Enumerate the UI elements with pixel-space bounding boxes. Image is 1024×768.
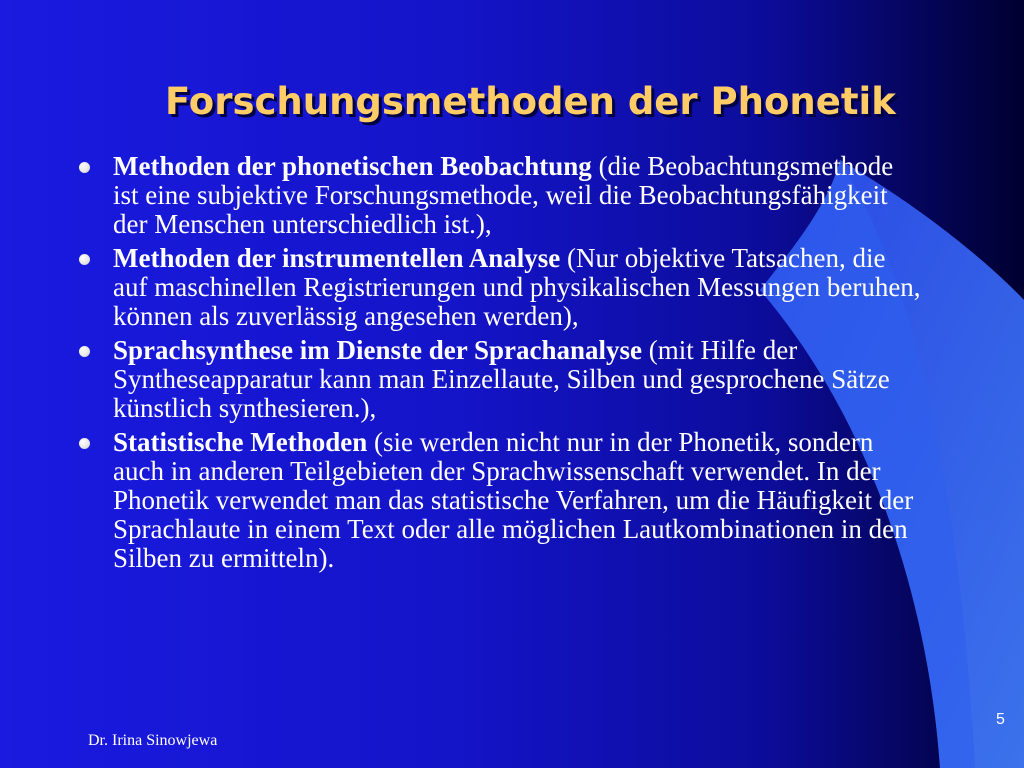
bullet-heading: Sprachsynthese im Dienste der Sprachanalyse [113, 335, 643, 365]
slide-title: Forschungsmethoden der Phonetik [165, 80, 896, 123]
bullet-heading: Methoden der instrumentellen Analyse [113, 243, 561, 273]
bullet-item [75, 244, 925, 331]
page-number: 5 [996, 711, 1005, 728]
bullet-text: (mit Hilfe der Syntheseapparatur kann man Einzellaute, Silben und gesprochene Sätze künstlich synthesieren.), [113, 335, 890, 423]
bullet-heading: Methoden der phonetischen Beobachtung [113, 151, 592, 181]
bullet-item [75, 152, 925, 239]
bullet-dot-icon [79, 162, 90, 173]
bullet-text: (die Beobachtungsmethode ist eine subjektive Forschungsmethode, weil die Beobachtungsfähigkeit der Menschen unterschiedlich ist.), [113, 151, 894, 239]
bullet-dot-icon [79, 346, 90, 357]
bullet-heading: Statistische Methoden [113, 427, 368, 457]
bullet-dot-icon [79, 254, 90, 265]
bullet-text: (sie werden nicht nur in der Phonetik, sondern auch in anderen Teilgebieten der Sprachwissenschaft verwendet. In der Phonetik verwendet man das statistische Verfahren, um die Häufigkeit der Sprachlaute in einem Text oder alle möglichen Lautkombinationen in den Silben zu ermitteln). [113, 427, 914, 573]
bullet-item [75, 428, 925, 573]
bullet-text: (Nur objektive Tatsachen, die auf maschinellen Registrierungen und physikalischen Messungen beruhen, können als zuverlässig angesehen werden), [113, 243, 921, 331]
bullet-dot-icon [79, 438, 90, 449]
bullet-list [75, 152, 925, 578]
bullet-item [75, 336, 925, 423]
footer-author: Dr. Irina Sinowjewa [88, 732, 218, 749]
